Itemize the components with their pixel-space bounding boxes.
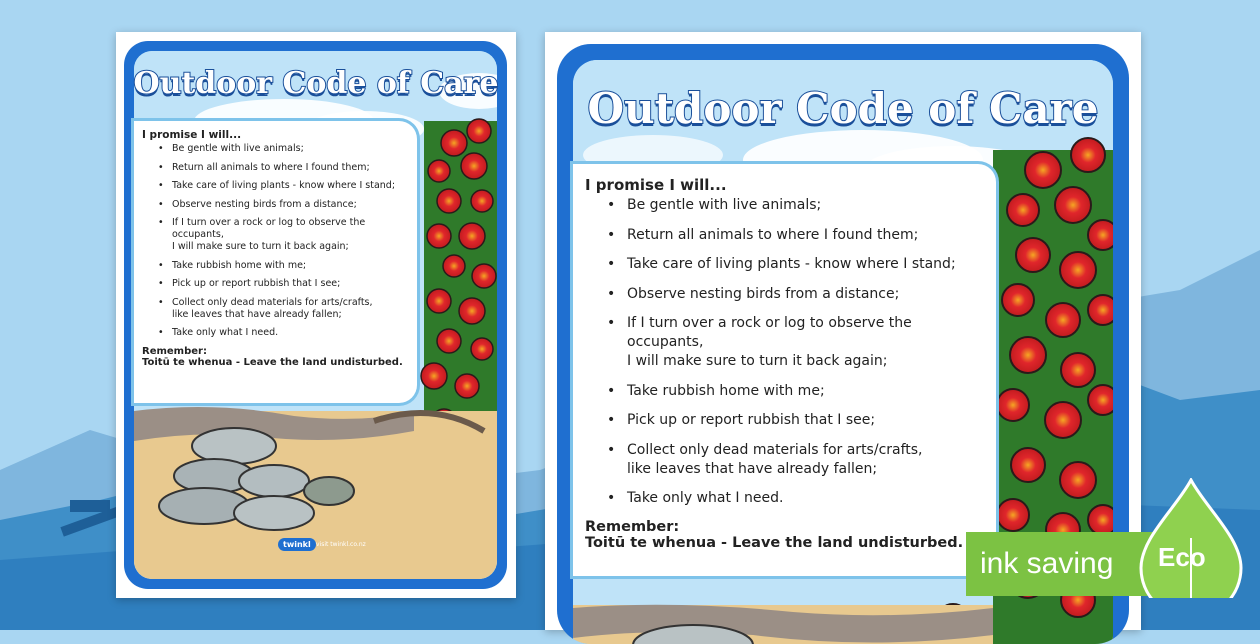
promise-item <box>627 489 988 508</box>
promise-card <box>134 121 417 403</box>
promise-item <box>172 180 411 192</box>
poster-title: Outdoor Code of Care <box>133 66 499 101</box>
promise-item-line: • Take only what I need. <box>172 327 279 338</box>
promise-item <box>172 199 411 211</box>
logo-text: twinkl <box>283 540 311 549</box>
promise-intro: I promise I will... <box>585 176 727 194</box>
ink-saving-badge <box>966 528 1260 600</box>
promise-item-line: like leaves that have already fallen; <box>172 308 342 320</box>
remember-label: Remember: <box>142 345 207 357</box>
promise-item-line: I will make sure to turn it back again; <box>627 353 888 369</box>
promise-item-line: occupants, <box>627 334 704 350</box>
promise-item <box>627 314 988 371</box>
promise-intro: I promise I will... <box>142 129 242 141</box>
promise-item-line: • Be gentle with live animals; <box>172 143 304 154</box>
promise-item <box>627 285 988 304</box>
promise-card <box>573 164 996 576</box>
poster-preview-small <box>116 32 516 598</box>
promise-item-line: • Take rubbish home with me; <box>627 382 825 399</box>
promise-item-line: • Take rubbish home with me; <box>172 259 307 271</box>
badge-label-text: ink saving <box>980 547 1114 580</box>
promise-item-line: occupants, <box>172 229 224 240</box>
promise-item <box>172 143 411 155</box>
promise-item <box>627 196 988 215</box>
promise-item <box>172 162 411 174</box>
promise-item-line: • If I turn over a rock or log to observe the <box>627 315 912 331</box>
promise-item <box>627 382 988 401</box>
promise-item-line: • Return all animals to where I found them; <box>172 161 370 173</box>
eco-drop-icon <box>1136 478 1246 598</box>
promise-item <box>172 327 411 339</box>
promise-list <box>585 196 988 508</box>
promise-item <box>627 441 988 479</box>
promise-item-line: • Be gentle with live animals; <box>627 197 822 213</box>
promise-item-line: • Return all animals to where I found them; <box>627 226 919 243</box>
twinkl-logo <box>278 538 316 551</box>
promise-item-line: • Observe nesting birds from a distance; <box>172 198 357 210</box>
promise-item <box>627 255 988 274</box>
promise-item-line: • Collect only dead materials for arts/crafts, <box>627 441 923 458</box>
remember-text: Toitū te whenua - Leave the land undisturbed. <box>585 534 964 551</box>
promise-item-line: • Take care of living plants - know where I stand; <box>627 256 956 272</box>
promise-item-line: • Take care of living plants - know where I stand; <box>172 180 396 191</box>
promise-item-line: • Observe nesting birds from a distance; <box>627 285 900 302</box>
promise-item-line: • Collect only dead materials for arts/crafts, <box>172 296 373 308</box>
promise-item-line: I will make sure to turn it back again; <box>172 241 349 252</box>
promise-item-line: like leaves that have already fallen; <box>627 460 878 477</box>
promise-item <box>627 411 988 430</box>
promise-item-line: • Take only what I need. <box>627 490 784 506</box>
promise-item-line: • Pick up or report rubbish that I see; <box>172 278 341 289</box>
promise-item-line: • If I turn over a rock or log to observe the <box>172 217 366 228</box>
site-link: visit twinkl.co.nz <box>316 541 366 548</box>
promise-item-line: • Pick up or report rubbish that I see; <box>627 412 876 428</box>
promise-item <box>172 297 411 321</box>
poster-title: Outdoor Code of Care <box>587 84 1099 133</box>
remember-label: Remember: <box>585 518 680 535</box>
promise-item <box>172 217 411 253</box>
promise-item <box>172 278 411 290</box>
remember-text: Toitū te whenua - Leave the land undisturbed. <box>142 356 403 368</box>
eco-label: Eco <box>1158 542 1206 572</box>
promise-list <box>142 143 411 339</box>
promise-item <box>172 260 411 272</box>
promise-item <box>627 226 988 245</box>
